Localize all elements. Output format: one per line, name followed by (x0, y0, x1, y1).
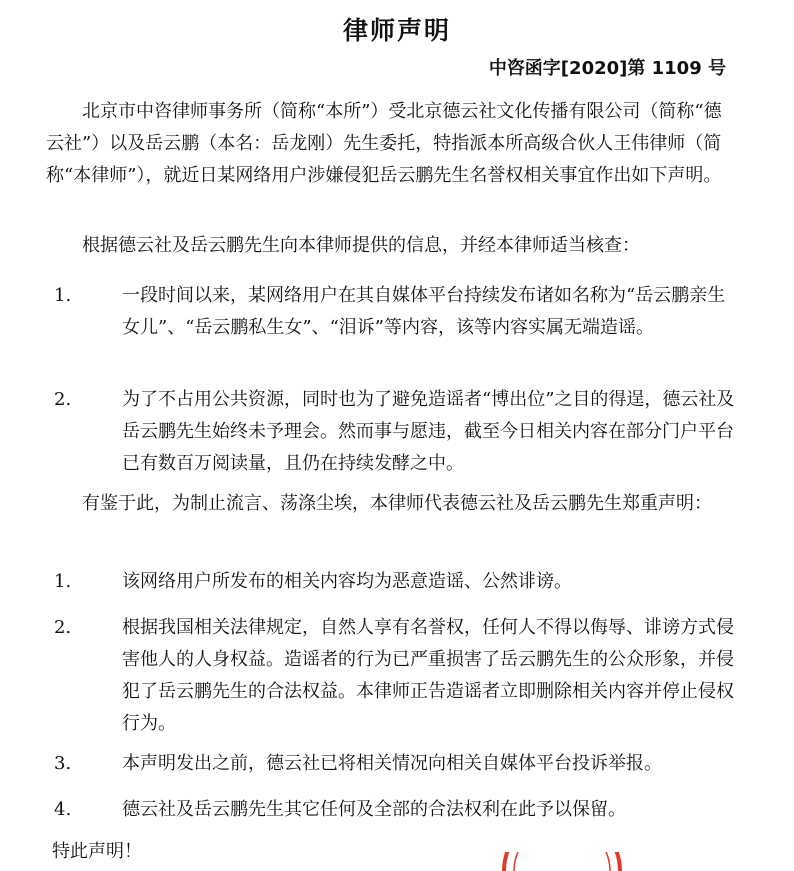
closing-statement: 特此声明！ (52, 841, 142, 862)
declare-intro-paragraph: 有鉴于此，为制止流言、荡涤尘埃，本律师代表德云社及岳云鹏先生郑重声明： (82, 493, 712, 514)
fact-text: 一段时间以来，某网络用户在其自媒体平台持续发布诸如名称为“岳云鹏亲生女儿”、“岳云鹏私生女”、“泪诉”等内容，该等内容实属无端造谣。 (122, 285, 726, 338)
declaration-number: 3. (54, 753, 72, 774)
fact-number: 2. (54, 389, 72, 410)
declaration-text: 本声明发出之前，德云社已将相关情况向相关自媒体平台投诉举报。 (122, 753, 662, 774)
fact-text: 为了不占用公共资源，同时也为了避免造谣者“博出位”之目的得逞，德云社及岳云鹏先生始终未予理会。然而事与愿违，截至今日相关内容在部分门户平台已有数百万阅读量，且仍在持续发酵之中。 (122, 389, 735, 474)
declaration-number: 1. (54, 571, 72, 592)
document-title: 律师声明 (342, 16, 451, 45)
declaration-text: 该网络用户所发布的相关内容均为恶意造谣、公然诽谤。 (122, 571, 572, 592)
document-number: 中咨函字[2020]第 1109 号 (488, 58, 726, 79)
declaration-text: 根据我国相关法律规定，自然人享有名誉权，任何人不得以侮辱、诽谤方式侵害他人的人身权益。造谣者的行为已严重损害了岳云鹏先生的公众形象，并侵犯了岳云鹏先生的合法权益。本律师正告造谣者立即删除相关内容并停止侵权行为。 (122, 617, 734, 734)
basis-paragraph: 根据德云社及岳云鹏先生向本律师提供的信息，并经本律师适当核查： (82, 235, 640, 256)
intro-paragraph: 北京市中咨律师事务所（简称“本所”）受北京德云社文化传播有限公司（简称“德云社”）以及岳云鹏（本名：岳龙刚）先生委托，特指派本所高级合伙人王伟律师（简称“本律师”），就近日某网络用户涉嫌侵犯岳云鹏先生名誉权相关事宜作出如下声明。 (46, 101, 722, 186)
fact-number: 1. (54, 285, 72, 306)
declaration-number: 2. (54, 617, 72, 638)
declaration-text: 德云社及岳云鹏先生其它任何及全部的合法权利在此予以保留。 (122, 799, 626, 820)
declaration-number: 4. (54, 799, 72, 820)
red-seal-stamp-icon (500, 852, 624, 871)
